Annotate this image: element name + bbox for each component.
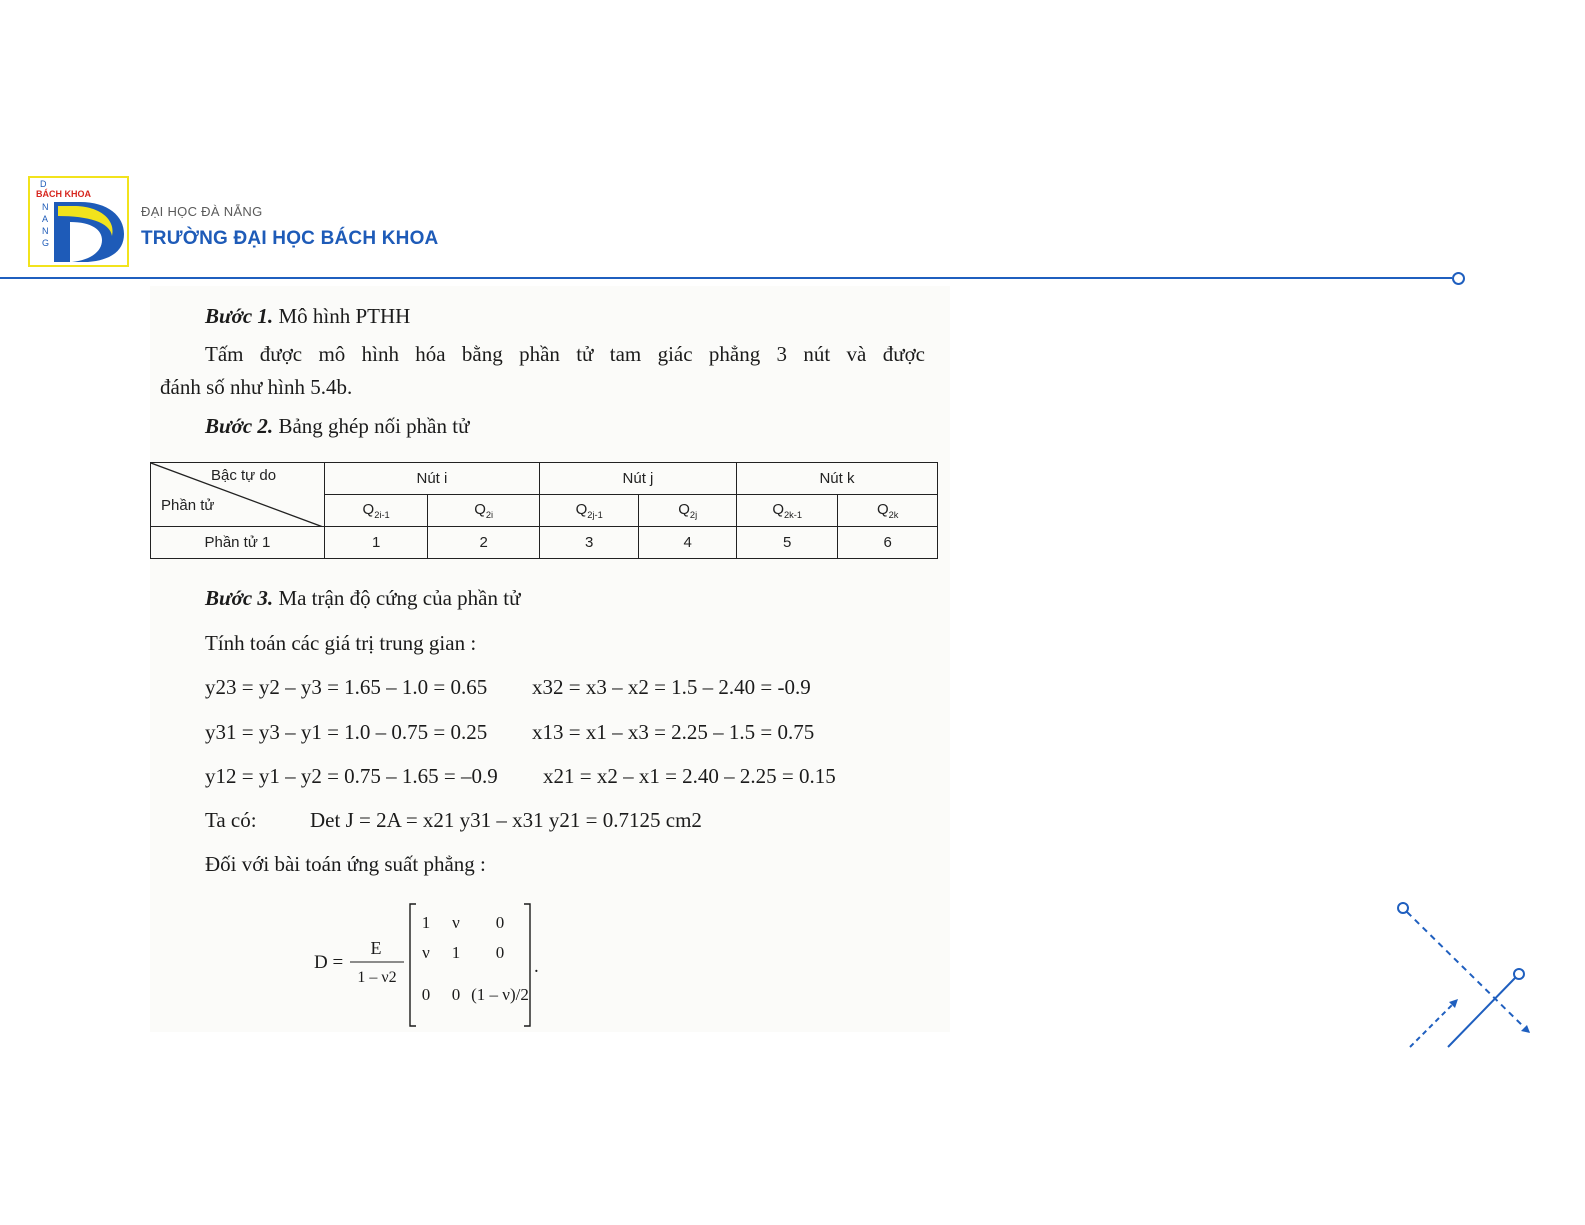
- university-name: ĐẠI HỌC ĐÀ NẴNG: [141, 204, 263, 219]
- table-row: [151, 527, 938, 559]
- header-divider-dot: [1452, 272, 1465, 285]
- equation-y31: y31 = y3 – y1 = 1.0 – 0.75 = 0.25: [205, 720, 488, 744]
- decorative-arrows: [1390, 895, 1540, 1055]
- connectivity-table: [150, 462, 938, 559]
- matrix-cell: ν: [452, 913, 460, 932]
- table-cell: 4: [639, 527, 736, 559]
- col-header-q2k-1: $Q_{2k-1}$: [736, 495, 838, 527]
- step1-label: Bước 1.: [205, 304, 274, 328]
- school-name: TRƯỜNG ĐẠI HỌC BÁCH KHOA: [141, 228, 439, 249]
- svg-text:N: N: [42, 202, 49, 212]
- matrix-cell: 0: [421, 985, 431, 1004]
- svg-text:G: G: [42, 238, 50, 248]
- header-divider: [0, 277, 1452, 279]
- bach-khoa-logo-mark: [30, 178, 127, 265]
- step2-heading: [205, 414, 469, 439]
- step3-text: Ma trận độ cứng của phần tử: [278, 586, 521, 610]
- col-header-q2i: $Q_{2i}$: [428, 495, 540, 527]
- step1-text: Mô hình PTHH: [278, 304, 411, 328]
- matrix-fraction-denominator: 1 – ν2: [357, 969, 397, 986]
- svg-text:N: N: [42, 226, 49, 236]
- table-cell: 1: [324, 527, 428, 559]
- taco-label: Ta có:: [205, 808, 257, 832]
- matrix-cell: 0: [495, 913, 505, 932]
- group-header-node-j: Nút j: [539, 463, 736, 495]
- matrix-lhs: D =: [314, 952, 344, 973]
- step3-heading: [205, 586, 520, 611]
- matrix-cell: 0: [451, 985, 461, 1004]
- table-cell: 3: [539, 527, 639, 559]
- col-header-q2k: $Q_{2k}$: [838, 495, 938, 527]
- step1-heading: [205, 304, 410, 329]
- col-header-q2j: $Q_{2j}$: [639, 495, 736, 527]
- matrix-cell: 1: [451, 943, 461, 962]
- matrix-cell: (1 – ν)/2: [471, 985, 529, 1004]
- matrix-cell: 1: [421, 913, 431, 932]
- school-logo: [28, 176, 129, 267]
- col-header-q2i-1: $Q_{2i-1}$: [324, 495, 428, 527]
- equation-x21: x21 = x2 – x1 = 2.40 – 2.25 = 0.15: [543, 764, 836, 788]
- matrix-d: [310, 896, 540, 1032]
- corner-bottom-label: Phần tử: [161, 497, 215, 514]
- paragraph1-line1: Tấm được mô hình hóa bằng phần tử tam giác phẳng 3 nút và được: [205, 342, 925, 366]
- logo-text: BÁCH KHOA: [36, 189, 91, 199]
- intermediate-label: Tính toán các giá trị trung gian :: [205, 631, 477, 655]
- group-header-node-k: Nút k: [736, 463, 937, 495]
- matrix-cell: ν: [422, 943, 430, 962]
- step3-label: Bước 3.: [205, 586, 274, 610]
- svg-text:D: D: [40, 179, 47, 189]
- step2-text: Bảng ghép nối phần tử: [278, 414, 470, 438]
- matrix-cell: 0: [495, 943, 505, 962]
- determinant-equation: Det J = 2A = x21 y31 – x31 y21 = 0.7125 cm2: [310, 808, 702, 832]
- svg-text:A: A: [42, 214, 49, 224]
- equation-x32: x32 = x3 – x2 = 1.5 – 2.40 = -0.9: [532, 675, 811, 699]
- scanned-page: [150, 286, 950, 1032]
- equation-y23: y23 = y2 – y3 = 1.65 – 1.0 = 0.65: [205, 675, 488, 699]
- equation-y12: y12 = y1 – y2 = 0.75 – 1.65 = –0.9: [205, 764, 498, 788]
- table-cell: 2: [428, 527, 540, 559]
- step2-label: Bước 2.: [205, 414, 274, 438]
- matrix-d-formula: [310, 896, 540, 1038]
- table-cell: 5: [736, 527, 838, 559]
- matrix-fraction-numerator: E: [370, 938, 382, 958]
- table-corner-cell: [151, 463, 325, 527]
- plane-stress-label: Đối với bài toán ứng suất phẳng :: [205, 852, 486, 876]
- group-header-node-i: Nút i: [324, 463, 539, 495]
- paragraph1-line2: đánh số như hình 5.4b.: [160, 375, 353, 399]
- col-header-q2j-1: $Q_{2j-1}$: [539, 495, 639, 527]
- corner-top-label: Bậc tự do: [211, 467, 277, 484]
- row-label: Phần tử 1: [151, 527, 325, 559]
- equation-x13: x13 = x1 – x3 = 2.25 – 1.5 = 0.75: [532, 720, 815, 744]
- matrix-trailing-period: .: [534, 956, 539, 977]
- table-cell: 6: [838, 527, 938, 559]
